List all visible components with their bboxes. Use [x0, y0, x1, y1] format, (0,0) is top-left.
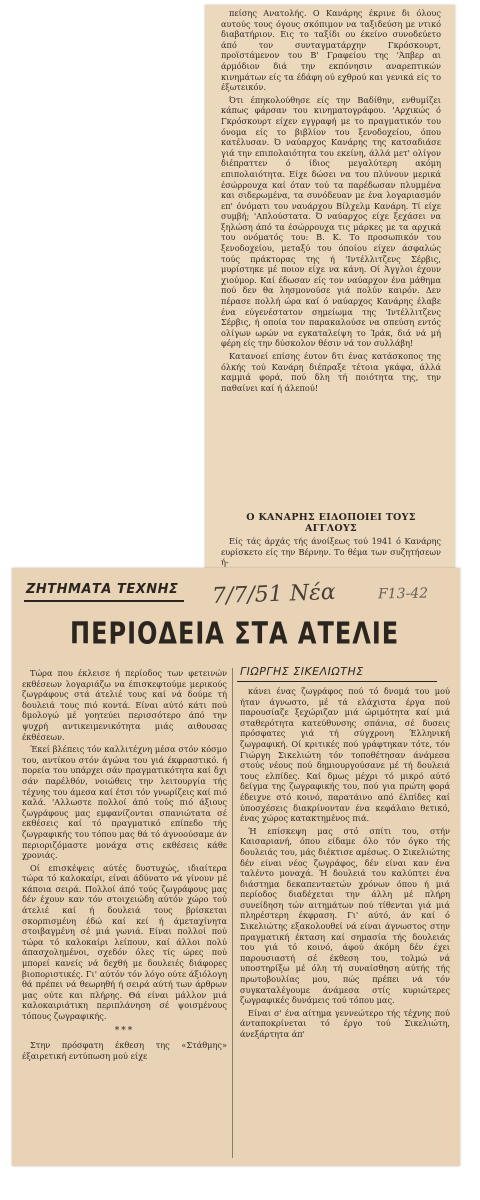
handwritten-date: 7/7/51 Νέα [211, 579, 337, 610]
kanaris-paragraph-tail [221, 536, 441, 570]
article-paragraph: κάνει ένας ζωγράφος πού τό δνομά του μού ήταν άγνωστο, μέ τά ελάχιστα έργα πού παρουσίαζε ξεχώριζαν μιά ώριμότητα καί μιά σταθερότητα κατεύθυνσης σπάνια, σέ δυσεις πρόσφατες γιά τή σύγχρονη Έλληνική ζωγραφική. Οί κριτικές πού γράφτηκαν τότε, τόν Γιώργη Σικελιώτη τόν τοποθέτησαν άνάμεσα στούς νέους πού δημιουργούσανε μέ τή δουλειά τους ελπίδες. Καί δμως μέχρι τό μικρό αύτό δείγμα της ζωγραφικής του, πού για πρώτη φορά έδειχνε στό κοινό, παρατάινο από έλπίδες καί ύποσχέσεις διακρίνονταν ένα κεφάλαιο θετικό, ένας χώρος κατακτημένος πιά. [240, 686, 450, 824]
article-paragraph: Στην πρόσφατη έκθεση της «Στάθμης» έξαιρετική εντύπωση μού είχε [22, 1040, 227, 1061]
article-paragraph: Τώρα που έκλεισε ή περίοδος των φετεινών εκθέσεων λογαριάζω να έπισκεφτούμε μερικούς ζωγράφους στά άτελιέ τους καί νά δούμε τή δουλειά τους πιό κοντά. Είναι αύτό κάτι πού δμολογώ μέ γοητεύει περισσότερο άπό την ψυχρή αντικειμενικότητα μιάς αιθουσας έκθέσεων. [22, 668, 227, 742]
kanaris-paragraph: Κατανοεί επίσης έυτον δτι ένας κατάσκοπος της όλκής τού Κανάρη διέπραξε τέτοια γκάφα, άλλά καμμιά φορά, πού δλη τή ποιότητα της, την παθαίνει καί ή άλεπού! [221, 351, 441, 393]
left-column [22, 668, 227, 1063]
handwritten-reference: F13-42 [377, 585, 429, 603]
kanaris-tail-text: Είς τάς άρχάς τής άνοίξεως τού 1941 ό Κανάρης ευρίσκετο είς την Βέρνην. Το θέμα των συζητήσεων ή- [221, 536, 441, 568]
section-rule [24, 600, 184, 602]
kanaris-paragraph: Ότι έπηκολούθησε είς την Βαδίθην, ενθυμίζει κάπως φάρσαν του κινηματογράφου. 'Αρχικώς ό Γκρόσκουρτ είχεν εγγραφή με το πραγματικόν του όνομα είς το βιβλίον του ξενοδοχείου, όπου κατέλυσαν. Ό ναύαρχος Κανάρης της κατσαδιάσε γιά την επιπολαιότητα του εκείνη, άλλά μετ' ολίγον διέπραττεν ό ίδιος μεγαλύτερη ακόμη επιπολαιότητα. Είχε δώσει να του πλύνουν μερικά έσώρρουχα καί όταν τού τα παρέδωσαν πλυμμένα και σιδερωμένα, τα συνόδευαν με ένα λογαριασμόν επ' όνόματι του ναυάρχου Βίλχελμ Κανάρη. Τί είχε συμβή; 'Απλούστατα. Ό ναύαρχος είχε ξεχάσει να ξηλώση άπό τα έσώρρουχα τις μάρκες με τα αρχικά του ονόματός του: Β. Κ. Το προσωπικόν του ξενοδοχείου, μεταξύ του όποίου είχεν άσφαλώς τούς πράκτορας της ή 'Ιντέλλιτζενς Σέρβις, μυρίστηκε μέ ποιον είχε να κάνη. Οί Άγγλοι έχουν χιούμορ. Καί έδωσαν είς τον ναύαρχον ένα μάθημα πού δεν θα λησμονούσε γιά πολύν καιρόν. Δεν πέρασε πολλή ώρα καί ό ναύαρχος Κανάρης έλαβε ένα εύγενέστατον σημείωμα της 'Ιντέλλιτζενς Σέρβις, ή οποία τον παρακαλούσε να σπεύση εντός ολίγων ωρών να εγκαταλείψη το Ίράκ, διά νά μή φέρη είς την δύσκολον θέσιν νά τον συλλάβη! [221, 94, 441, 349]
upper-newspaper-clipping [205, 5, 455, 570]
article-author: ΓΙΩΡΓΗΣ ΣΙΚΕΛΙΩΤΗΣ [240, 665, 364, 678]
lower-newspaper-clipping [12, 568, 460, 1166]
article-paragraph: Οί επισκέψεις αύτές δυστυχώς, ιδιαίτερα τώρα τό καλοκαίρι, είναι άδύνατο νά γίνουν μέ κάποια σειρά. Πολλοί άπό τούς ζωγράφους μας δέν έχουν καν τόν στοιχειώδη αύτόν χώρο τού άτελιέ καί ή δουλειά τους βρίσκεται σκορπισμένη έδώ καί κεί ή άμεταχίνητα στοιβαγμένη σέ μιά γωνιά. Είναι πολλοί πού τώρα τό καλοκαίρι λείπουν, καί άλλοι πολύ άπασχολημένοι, σχεδόν όλες τίς ώρες πού μπορεί κανείς νά δεχθή με δουλειές διάφορες βιοποριστικές. Γι' αύτόν τόν λόγο ούτε άξιόλογη θά πρέπει νά θεωρηθή ή σειρά αύτή των άρθρων μας ούτε και πλήρης. Θά είναι μάλλον μιά καλοκαιριάτικη περιπλάνηση σέ ψοισμένους τόπους ζωγραφικής. [22, 862, 227, 1021]
article-paragraph: Είναι σ' ένα αίτημα γεννεώτερο τής τέχνης πού άνταποκρίνεται τό έργο τού Σικελιώτη, άνεξάρτητα άπ' [240, 1007, 450, 1039]
kanaris-paragraph: πείσης Ανατολής. Ο Κανάρης έκρινε δι όλους αυτούς τους όγους σκόπιμον να ταξιδεύση με ντικό διαβατήριον. Εις το ταξίδι ου έκείνο συνοδεύετο άπό τον συνταγματάρχην Γκρόσκουρτ, προϊστάμενον του Β' Γραφείου της 'Άπβερ αι άρμόδιον διά την εκπόνησιν αναρεπτικών κινημάτων είς τα έδάφη ού εχθρού και γενικά είς το έξωτεικόν. [221, 8, 441, 93]
article-headline: ΠΕΡΙΟΔΕΙΑ ΣΤΑ ΑΤΕΛΙΕ [70, 616, 400, 651]
section-break-stars: *** [114, 1025, 135, 1036]
kanaris-subheading: Ο ΚΑΝΑΡΗΣ ΕΙΔΟΠΟΙΕΙ ΤΟΥΣ ΑΓΓΛΟΥΣ [246, 512, 416, 534]
section-label: ΖΗΤΗΜΑΤΑ ΤΕΧΝΗΣ [26, 582, 179, 597]
right-column [240, 686, 450, 1042]
kanaris-article-body [221, 8, 441, 395]
author-rule [237, 681, 437, 682]
column-divider [232, 668, 233, 1158]
article-paragraph: Έκεί βλέπεις τόν καλλιτέχνη μέσα στόν κόσμο του, αντίκου στόν άγώνα του γιά έκφραστικό. ή πορεία του υπάρχει σάν πραγματικότητα καί δχι σάν παρέλθόν, νοιώθεις την λειτουργία τής τέχνης του άμεσα καί έτσι τόν γνωρίζεις καί πιό καλά. 'Αλλωστε πολλοί άπό τούς πιό άξιους ζωγράφους μας εμφανίζονται σπανιώτατα σέ εκθέσεις καί τό πραγματικό επίπεδο τής ζωγραφικής του τόπου μας θά τό άγνοούσαμε άν περιοριζόμαστε μονάχα στις εκθέσεις κάθε χρονιάς. [22, 744, 227, 861]
article-paragraph: Ή επίσκεψη μας στό σπίτι του, στήν Καισαριανή, όπου είδαμε όλο τόν όγκο τής δουλειάς του, μάς διέκτισε αμέσως. Ο Σικελιώτης δέν είναι νέος ζωγράφος, δέν είναι καν ένα ταλέντο μοναχά. Ή δουλειά του καλύπτει ένα διάστημα δεκαπενταετών χρόνων όπου ή μιά περίοδος διαδέχεται την άλλη μέ πλήρη συνείδηση τών αιτημάτων πού τίθενται γιά μιά πληρέστερη έκφραση. Γι' αύτό, άν καί ό Σικελιώτης εξακολουθεί νά είναι άγνωστος στην πραγματική έκταση καί σημασία τής δουλειάς του γιά τό κοινό, άφού άκόμη δέν έχει παρουσιαστή σέ έκθεση του, τολμώ νά υποστηρίξω μέ όλη τή συναίσθηση αύτής τής πρωτοβουλίας μου, πώς πρέπει νά τόν συγκαταλέγουμε άνάμεσα στίς κυριώτερες ζωγραφικές δυνάμεις τού τόπου μας. [240, 825, 450, 1006]
